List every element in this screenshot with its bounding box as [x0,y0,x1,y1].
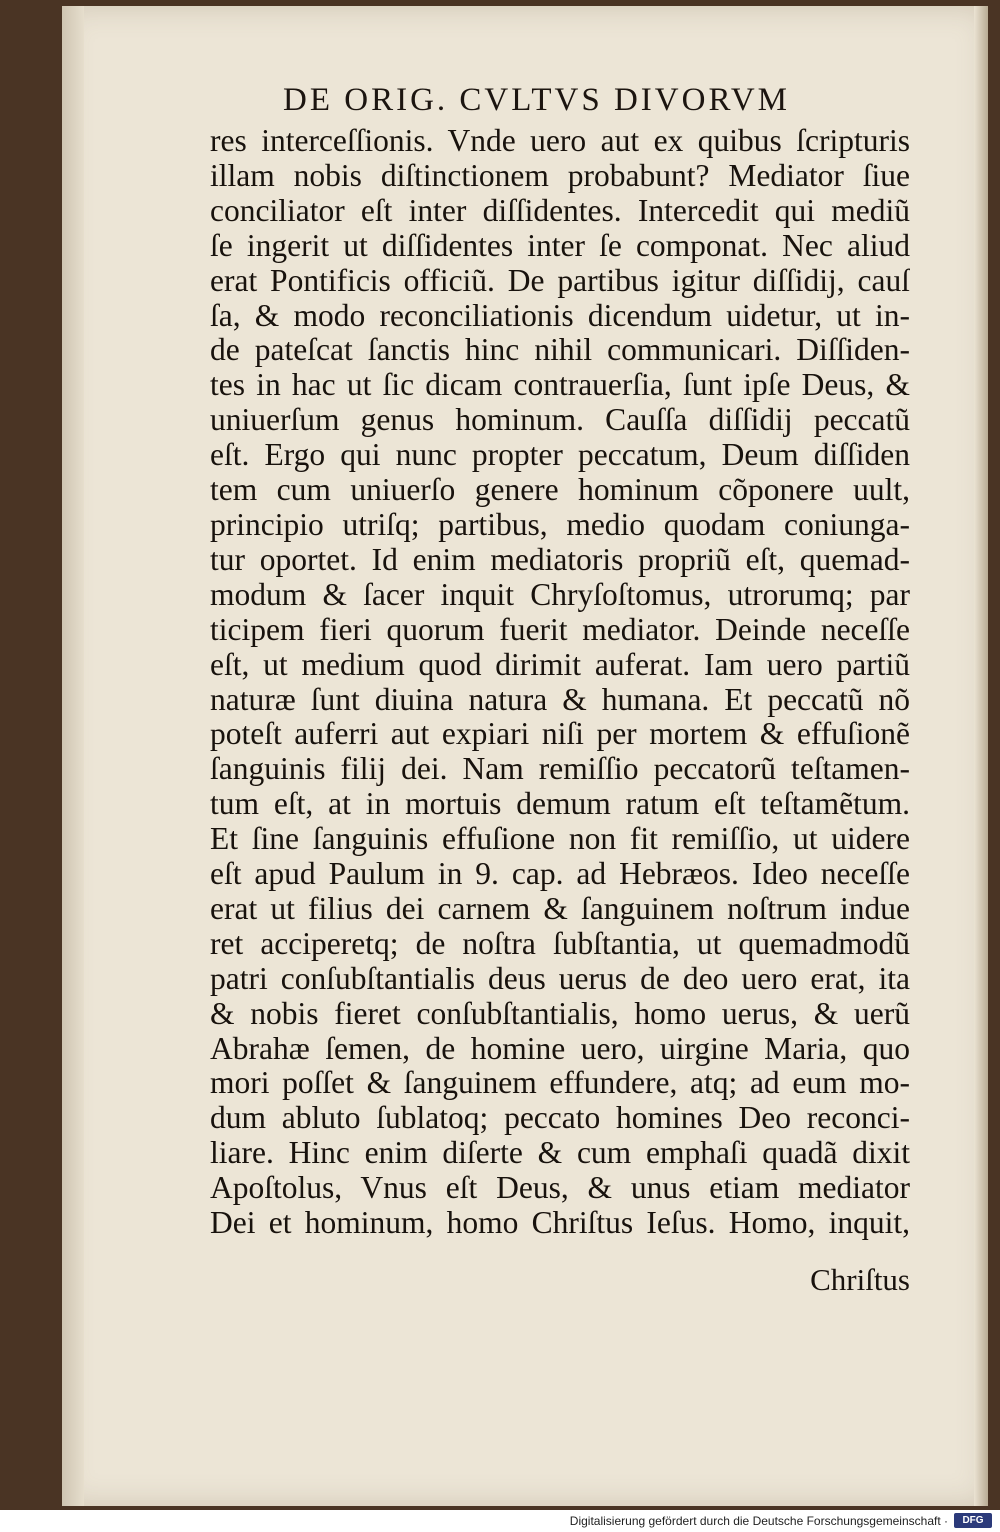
text-line: erat Pontificis officiũ. De partibus igitur diſſidij, cauſ [210,263,910,298]
page-edge [974,6,988,1506]
body-text [210,124,910,1241]
running-head: DE ORIG. CVLTVS DIVORVM [283,82,790,118]
text-line: erat ut filius dei carnem & ſanguinem noſtrum indue [210,891,910,926]
page-gutter [62,6,84,1506]
dfg-logo: DFG [954,1513,992,1528]
text-line: tem cum uniuerſo genere hominum cõponere uult, [210,473,910,508]
text-line: & nobis fieret conſubſtantialis, homo uerus, & uerũ [210,996,910,1031]
text-line: uniuerſum genus hominum. Cauſſa diſſidij peccatũ [210,403,910,438]
text-line: patri conſubſtantialis deus uerus de deo uero erat, ita [210,961,910,996]
text-line: principio utriſq; partibus, medio quodam coniunga- [210,507,910,542]
funding-notice: Digitalisierung gefördert durch die Deutsche Forschungsgemeinschaft · [569,1514,948,1528]
text-line: ret acciperetq; de noſtra ſubſtantia, ut quemadmodũ [210,926,910,961]
text-line: de pateſcat ſanctis hinc nihil communicari. Diſſiden- [210,333,910,368]
text-line: ſanguinis filij dei. Nam remiſſio peccatorũ teſtamen- [210,752,910,787]
text-line: naturæ ſunt diuina natura & humana. Et peccatũ nõ [210,682,910,717]
text-line: modum & ſacer inquit Chryſoſtomus, utrorumq; par [210,577,910,612]
catchword: Chriſtus [810,1262,910,1297]
text-line: Et ſine ſanguinis effuſione non fit remiſſio, ut uidere [210,822,910,857]
text-line: eſt, ut medium quod dirimit auferat. Iam uero partiũ [210,647,910,682]
text-line: tur oportet. Id enim mediatoris propriũ eſt, quemad- [210,542,910,577]
text-line: dum abluto ſublatoq; peccato homines Deo reconci- [210,1101,910,1136]
text-line: ſa, & modo reconciliationis dicendum uidetur, ut in- [210,298,910,333]
text-line: eſt. Ergo qui nunc propter peccatum, Deum diſſiden [210,438,910,473]
text-line: mori poſſet & ſanguinem effundere, atq; ad eum mo- [210,1066,910,1101]
text-line: Dei et hominum, homo Chriſtus Ieſus. Homo, inquit, [210,1206,910,1241]
text-line: Apoſtolus, Vnus eſt Deus, & unus etiam mediator [210,1171,910,1206]
text-line: tum eſt, at in mortuis demum ratum eſt teſtamẽtum. [210,787,910,822]
text-line: tes in hac ut ſic dicam contrauerſia, ſunt ipſe Deus, & [210,368,910,403]
text-line: conciliator eſt inter diſſidentes. Intercedit qui mediũ [210,193,910,228]
text-line: poteſt auferri aut expiari niſi per mortem & effuſionẽ [210,717,910,752]
text-line: Abrahæ ſemen, de homine uero, uirgine Maria, quo [210,1031,910,1066]
text-line: res interceſſionis. Vnde uero aut ex quibus ſcripturis [210,124,910,158]
text-line: ticipem fieri quorum fuerit mediator. Deinde neceſſe [210,612,910,647]
text-line: liare. Hinc enim diſerte & cum emphaſi quadã dixit [210,1136,910,1171]
text-line: eſt apud Paulum in 9. cap. ad Hebræos. Ideo neceſſe [210,857,910,892]
text-line: illam nobis diſtinctionem probabunt? Mediator ſiue [210,158,910,193]
text-line: ſe ingerit ut diſſidentes inter ſe componat. Nec aliud [210,228,910,263]
